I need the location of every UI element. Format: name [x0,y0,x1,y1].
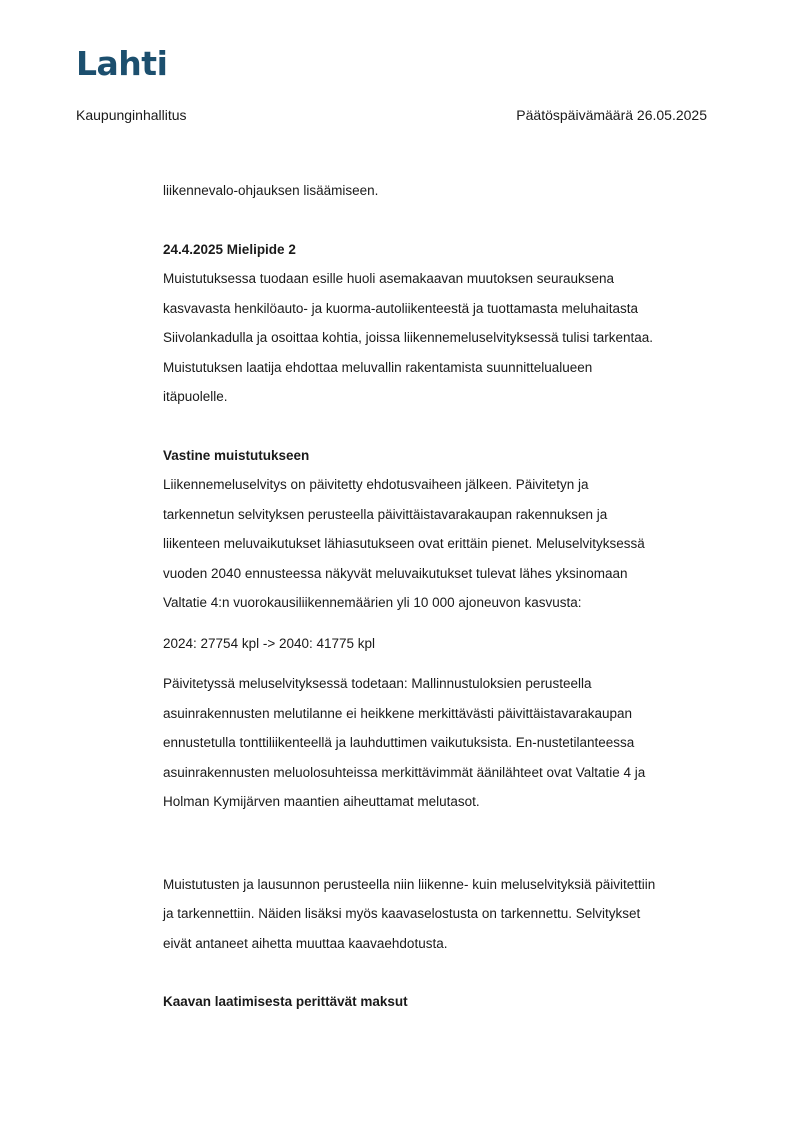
response-line: ennustetulla tonttiliikenteellä ja lauhduttimen vaikutuksista. En-nustetilanteessa [163,735,635,750]
response-line: tarkennetun selvityksen perusteella päivittäistavarakaupan rakennuksen ja [163,506,608,522]
organization-name: Kaupunginhallitus [76,107,187,123]
document-body [163,176,723,1017]
response-line: asuinrakennusten meluolosuhteissa merkittävimmät äänilähteet ovat Valtatie 4 ja [163,764,646,780]
summary-line: Muistutusten ja lausunnon perusteella niin liikenne- kuin meluselvityksiä päivitettiin [163,876,656,892]
fees-heading: Kaavan laatimisesta perittävät maksut [163,994,408,1009]
response-line: Valtatie 4:n vuorokausiliikennemäärien yli 10 000 ajoneuvon kasvusta: [163,595,582,610]
opinion-2-line: itäpuolelle. [163,389,228,404]
response-line: liikenteen meluvaikutukset lähiasutukseen ovat erittäin pienet. Meluselvityksessä [163,536,645,551]
decision-date: Päätöspäivämäärä 26.05.2025 [516,107,707,123]
continuation-text: liikennevalo-ohjauksen lisäämiseen. [163,183,379,198]
opinion-2-line: Siivolankadulla ja osoittaa kohtia, joissa liikennemeluselvityksessä tulisi tarkentaa. [163,330,654,345]
summary-line: ja tarkennettiin. Näiden lisäksi myös kaavaselostusta on tarkennettu. Selvitykset [163,906,641,921]
opinion-2-line: Muistutuksessa tuodaan esille huoli asemakaavan muutoksen seurauksena [163,271,615,286]
response-line: Päivitetyssä meluselvityksessä todetaan: Mallinnustuloksien perusteella [163,676,592,691]
summary-line: eivät antaneet aihetta muuttaa kaavaehdotusta. [163,935,448,951]
traffic-figures: 2024: 27754 kpl -> 2040: 41775 kpl [163,635,376,651]
response-heading: Vastine muistutukseen [163,447,310,463]
opinion-2-line: Muistutuksen laatija ehdottaa meluvallin rakentamista suunnittelualueen [163,359,593,375]
response-line: asuinrakennusten melutilanne ei heikkene merkittävästi päivittäistavarakaupan [163,705,633,721]
response-line: Holman Kymijärven maantien aiheuttamat melutasot. [163,794,480,809]
response-line: Liikennemeluselvitys on päivitetty ehdotusvaiheen jälkeen. Päivitetyn ja [163,477,589,492]
opinion-2-heading: 24.4.2025 Mielipide 2 [163,241,296,257]
opinion-2-line: kasvavasta henkilöauto- ja kuorma-autoliikenteestä ja tuottamasta meluhaitasta [163,300,639,316]
lahti-logo: Lahti [76,44,168,83]
response-line: vuoden 2040 ennusteessa näkyvät meluvaikutukset tulevat lähes yksinomaan [163,565,628,581]
